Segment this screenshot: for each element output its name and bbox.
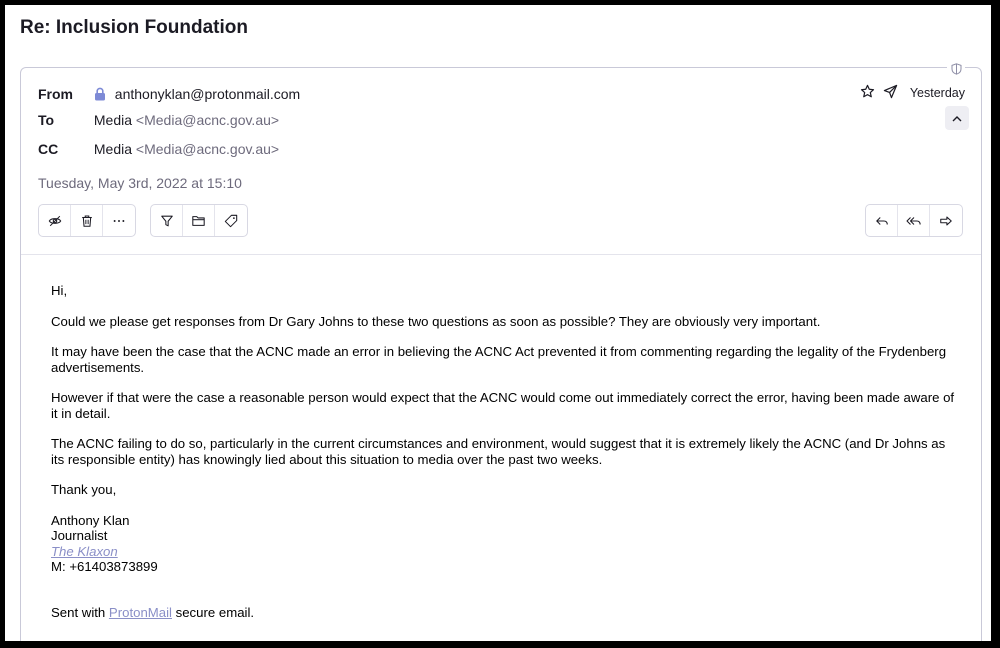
- email-subject: Re: Inclusion Foundation: [20, 17, 248, 38]
- body-paragraph: The ACNC failing to do so, particularly in the current circumstances and environment, would suggest that it is extremely likely the ACNC (and Dr Johns as its responsible entity) has knowingly lied about this situation to media over the past two weeks.: [51, 436, 946, 467]
- signature-role: Journalist: [51, 528, 108, 543]
- to-label: To: [38, 112, 55, 128]
- toolbar-right: [865, 204, 963, 237]
- reply-button[interactable]: [866, 205, 898, 236]
- cc-address[interactable]: <Media@acnc.gov.au>: [135, 141, 280, 157]
- trash-icon: [80, 214, 94, 228]
- time-label: Yesterday: [909, 86, 965, 100]
- eye-slash-icon: [48, 214, 62, 228]
- lock-icon: [94, 87, 106, 104]
- toolbar-mid: [150, 204, 248, 237]
- toolbar-left: [38, 204, 136, 237]
- reply-all-icon: [906, 214, 922, 228]
- body-paragraph: However if that were the case a reasonable person would expect that the ACNC would come out immediately correct the error, having been made aware of it in detail.: [51, 390, 955, 421]
- star-icon[interactable]: [860, 84, 875, 102]
- trash-button[interactable]: [71, 205, 103, 236]
- label-button[interactable]: [215, 205, 247, 236]
- header-actions: [860, 84, 965, 102]
- forward-button[interactable]: [930, 205, 962, 236]
- more-icon: [112, 214, 126, 228]
- reply-all-button[interactable]: [898, 205, 930, 236]
- signature-link[interactable]: The Klaxon: [51, 543, 118, 559]
- body-paragraph: Could we please get responses from Dr Gary Johns to these two questions as soon as possible? They are obviously very important.: [51, 313, 821, 329]
- message-card: [20, 67, 982, 641]
- protonmail-link[interactable]: ProtonMail: [108, 604, 172, 620]
- to-name[interactable]: Media: [93, 112, 133, 128]
- move-folder-button[interactable]: [183, 205, 215, 236]
- to-row: [38, 112, 279, 128]
- message-body: [51, 283, 956, 635]
- chevron-up-icon: [952, 115, 962, 122]
- forward-icon: [939, 214, 953, 228]
- email-window: [5, 5, 991, 641]
- header-divider: [21, 254, 981, 255]
- from-label: From: [38, 86, 73, 102]
- collapse-button[interactable]: [945, 106, 969, 130]
- more-button[interactable]: [103, 205, 135, 236]
- footer-prefix: Sent with: [51, 604, 109, 620]
- filter-button[interactable]: [151, 205, 183, 236]
- from-row: [38, 86, 300, 104]
- tag-icon: [224, 214, 238, 228]
- filter-icon: [160, 214, 174, 228]
- to-address[interactable]: <Media@acnc.gov.au>: [135, 112, 280, 128]
- sign-off: Thank you,: [51, 482, 117, 497]
- signature: [51, 513, 956, 575]
- footer-suffix: secure email.: [171, 604, 255, 620]
- cc-label: CC: [38, 141, 59, 157]
- message-date: Tuesday, May 3rd, 2022 at 15:10: [38, 175, 242, 191]
- folder-icon: [191, 214, 206, 228]
- greeting: Hi,: [51, 283, 68, 298]
- footer-line: [51, 605, 956, 621]
- body-paragraph: It may have been the case that the ACNC made an error in believing the ACNC Act prevented it from commenting regarding the legality of the Frydenberg advertisements.: [51, 344, 947, 375]
- reply-icon: [875, 214, 889, 228]
- cc-name[interactable]: Media: [93, 141, 133, 157]
- shield-icon: [947, 62, 965, 76]
- mark-unread-button[interactable]: [39, 205, 71, 236]
- signature-phone: M: +61403873899: [51, 559, 158, 574]
- signature-name: Anthony Klan: [51, 512, 130, 528]
- from-address[interactable]: anthonyklan@protonmail.com: [114, 86, 301, 102]
- sent-icon: [883, 84, 898, 102]
- cc-row: [38, 141, 279, 157]
